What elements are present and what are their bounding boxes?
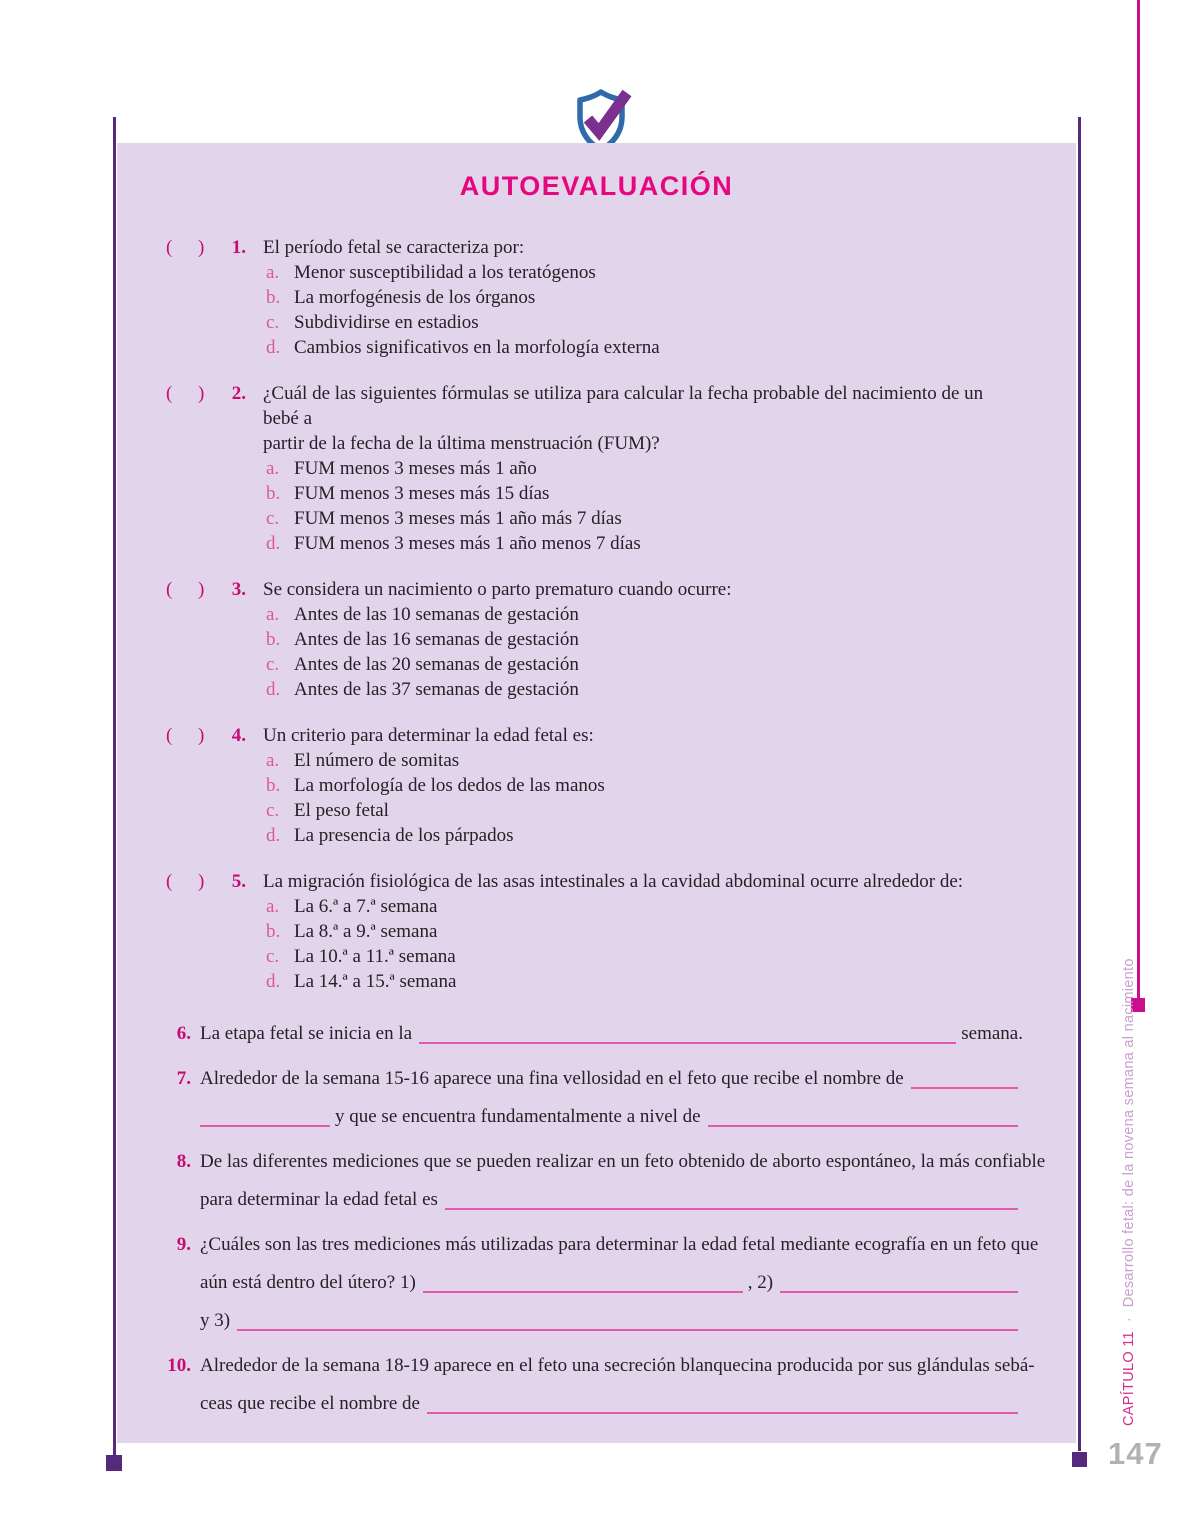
option-letter: b. bbox=[266, 775, 281, 796]
option-text: La 14.ª a 15.ª semana bbox=[294, 971, 457, 992]
answer-paren-open: ( bbox=[166, 579, 173, 600]
option-a bbox=[263, 456, 1023, 481]
option-text: La 8.ª a 9.ª semana bbox=[294, 921, 438, 942]
answer-paren-close: ) bbox=[198, 871, 205, 892]
option-letter: c. bbox=[266, 800, 280, 821]
option-d bbox=[263, 531, 1023, 556]
option-text: El peso fetal bbox=[294, 800, 389, 821]
question-number: 1. bbox=[231, 237, 246, 258]
answer-blank-2 bbox=[780, 1291, 1018, 1293]
option-c bbox=[263, 506, 1023, 531]
question-stem-line2: partir de la fecha de la última menstruación (FUM)? bbox=[263, 433, 660, 454]
option-text: La presencia de los párpados bbox=[294, 825, 514, 846]
question-body bbox=[263, 577, 1023, 702]
mc-question-2 bbox=[166, 381, 1023, 556]
answer-paren-close: ) bbox=[198, 579, 205, 600]
option-a bbox=[263, 748, 1023, 773]
option-text: Antes de las 16 semanas de gestación bbox=[294, 629, 579, 650]
question-text: Alrededor de la semana 18-19 aparece en el feto una secreción blanquecina producida por sus glándulas sebá- bbox=[200, 1355, 1035, 1376]
option-c bbox=[263, 310, 1023, 335]
option-b bbox=[263, 773, 1023, 798]
option-text: FUM menos 3 meses más 1 año menos 7 días bbox=[294, 533, 641, 554]
question-body bbox=[263, 723, 1023, 848]
question-number: 6. bbox=[176, 1023, 191, 1044]
option-text: Antes de las 10 semanas de gestación bbox=[294, 604, 579, 625]
option-letter: b. bbox=[266, 629, 281, 650]
option-a bbox=[263, 602, 1023, 627]
option-d bbox=[263, 677, 1023, 702]
option-letter: c. bbox=[266, 312, 280, 333]
option-c bbox=[263, 652, 1023, 677]
question-text: aún está dentro del útero? 1) bbox=[200, 1272, 416, 1293]
fill-line bbox=[157, 1098, 1023, 1136]
question-body bbox=[263, 869, 1023, 994]
answer-blank-1 bbox=[423, 1291, 743, 1293]
option-letter: d. bbox=[266, 971, 281, 992]
question-text: y que se encuentra fundamentalmente a nivel de bbox=[335, 1106, 701, 1127]
fill-question-8 bbox=[157, 1143, 1046, 1219]
option-letter: a. bbox=[266, 458, 280, 479]
option-d bbox=[263, 823, 1023, 848]
option-letter: d. bbox=[266, 337, 281, 358]
option-b bbox=[263, 285, 1023, 310]
page-number: 147 bbox=[1108, 1436, 1163, 1471]
option-letter: d. bbox=[266, 825, 281, 846]
option-b bbox=[263, 919, 1023, 944]
question-text: para determinar la edad fetal es bbox=[200, 1189, 438, 1210]
fill-line bbox=[157, 1015, 1023, 1053]
fill-question-6 bbox=[157, 1015, 1023, 1053]
option-letter: b. bbox=[266, 287, 281, 308]
option-c bbox=[263, 944, 1023, 969]
fill-line bbox=[157, 1181, 1023, 1219]
option-text: Antes de las 37 semanas de gestación bbox=[294, 679, 579, 700]
answer-paren-open: ( bbox=[166, 871, 173, 892]
left-edge-rule bbox=[113, 117, 116, 1458]
answer-paren-open: ( bbox=[166, 383, 173, 404]
question-number: 3. bbox=[231, 579, 246, 600]
question-text: semana. bbox=[961, 1023, 1023, 1044]
option-letter: b. bbox=[266, 483, 281, 504]
question-text: Alrededor de la semana 15-16 aparece una fina vellosidad en el feto que recibe el nombre de bbox=[200, 1068, 904, 1089]
option-d bbox=[263, 335, 1023, 360]
option-b bbox=[263, 481, 1023, 506]
right-edge-rule-terminal bbox=[1072, 1452, 1087, 1467]
answer-blank bbox=[419, 1042, 956, 1044]
option-letter: d. bbox=[266, 679, 281, 700]
fill-line bbox=[157, 1302, 1023, 1340]
answer-paren-open: ( bbox=[166, 725, 173, 746]
option-text: FUM menos 3 meses más 1 año más 7 días bbox=[294, 508, 622, 529]
option-letter: a. bbox=[266, 896, 280, 917]
mc-question-3 bbox=[166, 577, 1023, 702]
option-text: La morfogénesis de los órganos bbox=[294, 287, 536, 308]
question-stem: ¿Cuál de las siguientes fórmulas se utiliza para calcular la fecha probable del nacimiento de un bebé a bbox=[263, 383, 984, 429]
question-body bbox=[263, 381, 1023, 556]
option-letter: c. bbox=[266, 508, 280, 529]
answer-blank bbox=[200, 1125, 330, 1127]
question-number: 10. bbox=[167, 1355, 191, 1376]
option-b bbox=[263, 627, 1023, 652]
autoevaluacion-panel bbox=[117, 143, 1076, 1443]
option-text: La 10.ª a 11.ª semana bbox=[294, 946, 456, 967]
question-stem: La migración fisiológica de las asas intestinales a la cavidad abdominal ocurre alrededor de: bbox=[263, 871, 964, 892]
chapter-sidebar bbox=[1121, 958, 1147, 1426]
fill-line bbox=[157, 1264, 1023, 1302]
option-text: FUM menos 3 meses más 15 días bbox=[294, 483, 550, 504]
question-number: 5. bbox=[231, 871, 246, 892]
option-text: Antes de las 20 semanas de gestación bbox=[294, 654, 579, 675]
answer-paren-open: ( bbox=[166, 237, 173, 258]
option-a bbox=[263, 894, 1023, 919]
mc-question-1 bbox=[166, 235, 1023, 360]
chapter-label: CAPÍTULO 11 bbox=[1121, 1331, 1137, 1426]
option-letter: c. bbox=[266, 946, 280, 967]
fill-line bbox=[157, 1385, 1023, 1423]
mc-question-5 bbox=[166, 869, 1023, 994]
option-text: El número de somitas bbox=[294, 750, 460, 771]
question-text: ¿Cuáles son las tres mediciones más utilizadas para determinar la edad fetal mediante ecografía en un feto que bbox=[200, 1234, 1039, 1255]
fill-line bbox=[157, 1060, 1023, 1098]
answer-paren-close: ) bbox=[198, 383, 205, 404]
option-letter: c. bbox=[266, 654, 280, 675]
fill-line bbox=[157, 1226, 1039, 1264]
left-edge-rule-terminal bbox=[106, 1455, 122, 1471]
answer-blank bbox=[911, 1087, 1018, 1089]
question-number: 7. bbox=[176, 1068, 191, 1089]
question-text: La etapa fetal se inicia en la bbox=[200, 1023, 413, 1044]
option-text: Subdividirse en estadios bbox=[294, 312, 479, 333]
fill-question-10 bbox=[157, 1347, 1035, 1423]
question-body bbox=[263, 235, 1023, 360]
option-text: La 6.ª a 7.ª semana bbox=[294, 896, 438, 917]
answer-paren-close: ) bbox=[198, 237, 205, 258]
option-letter: a. bbox=[266, 604, 280, 625]
option-text: Menor susceptibilidad a los teratógenos bbox=[294, 262, 596, 283]
question-number: 4. bbox=[231, 725, 246, 746]
option-text: La morfología de los dedos de las manos bbox=[294, 775, 605, 796]
option-d bbox=[263, 969, 1023, 994]
chapter-separator: · bbox=[1121, 1316, 1137, 1322]
answer-blank bbox=[427, 1412, 1018, 1414]
question-text: De las diferentes mediciones que se pueden realizar en un feto obtenido de aborto espontáneo, la más confiable bbox=[200, 1151, 1046, 1172]
option-a bbox=[263, 260, 1023, 285]
fill-question-9 bbox=[157, 1226, 1039, 1340]
question-number: 8. bbox=[176, 1151, 191, 1172]
answer-blank bbox=[708, 1125, 1018, 1127]
question-text: ceas que recibe el nombre de bbox=[200, 1393, 420, 1414]
fill-line bbox=[157, 1347, 1035, 1385]
fill-line bbox=[157, 1143, 1046, 1181]
top-right-magenta-rule bbox=[1137, 0, 1140, 1000]
option-text: Cambios significativos en la morfología externa bbox=[294, 337, 660, 358]
question-stem: El período fetal se caracteriza por: bbox=[263, 237, 525, 258]
question-stem: Un criterio para determinar la edad fetal es: bbox=[263, 725, 594, 746]
question-text: y 3) bbox=[200, 1310, 231, 1331]
right-edge-rule bbox=[1078, 117, 1081, 1451]
option-letter: b. bbox=[266, 921, 281, 942]
option-letter: a. bbox=[266, 750, 280, 771]
option-letter: a. bbox=[266, 262, 280, 283]
page-title: AUTOEVALUACIÓN bbox=[459, 171, 734, 201]
mc-question-4 bbox=[166, 723, 1023, 848]
question-number: 2. bbox=[231, 383, 246, 404]
answer-paren-close: ) bbox=[198, 725, 205, 746]
option-letter: d. bbox=[266, 533, 281, 554]
question-stem: Se considera un nacimiento o parto prematuro cuando ocurre: bbox=[263, 579, 732, 600]
question-number: 9. bbox=[176, 1234, 191, 1255]
answer-blank-3 bbox=[237, 1329, 1018, 1331]
chapter-title: Desarrollo fetal: de la novena semana al nacimiento bbox=[1121, 958, 1137, 1308]
fill-question-7 bbox=[157, 1060, 1023, 1136]
option-c bbox=[263, 798, 1023, 823]
option-text: FUM menos 3 meses más 1 año bbox=[294, 458, 537, 479]
answer-blank bbox=[445, 1208, 1018, 1210]
question-text: , 2) bbox=[747, 1272, 774, 1293]
